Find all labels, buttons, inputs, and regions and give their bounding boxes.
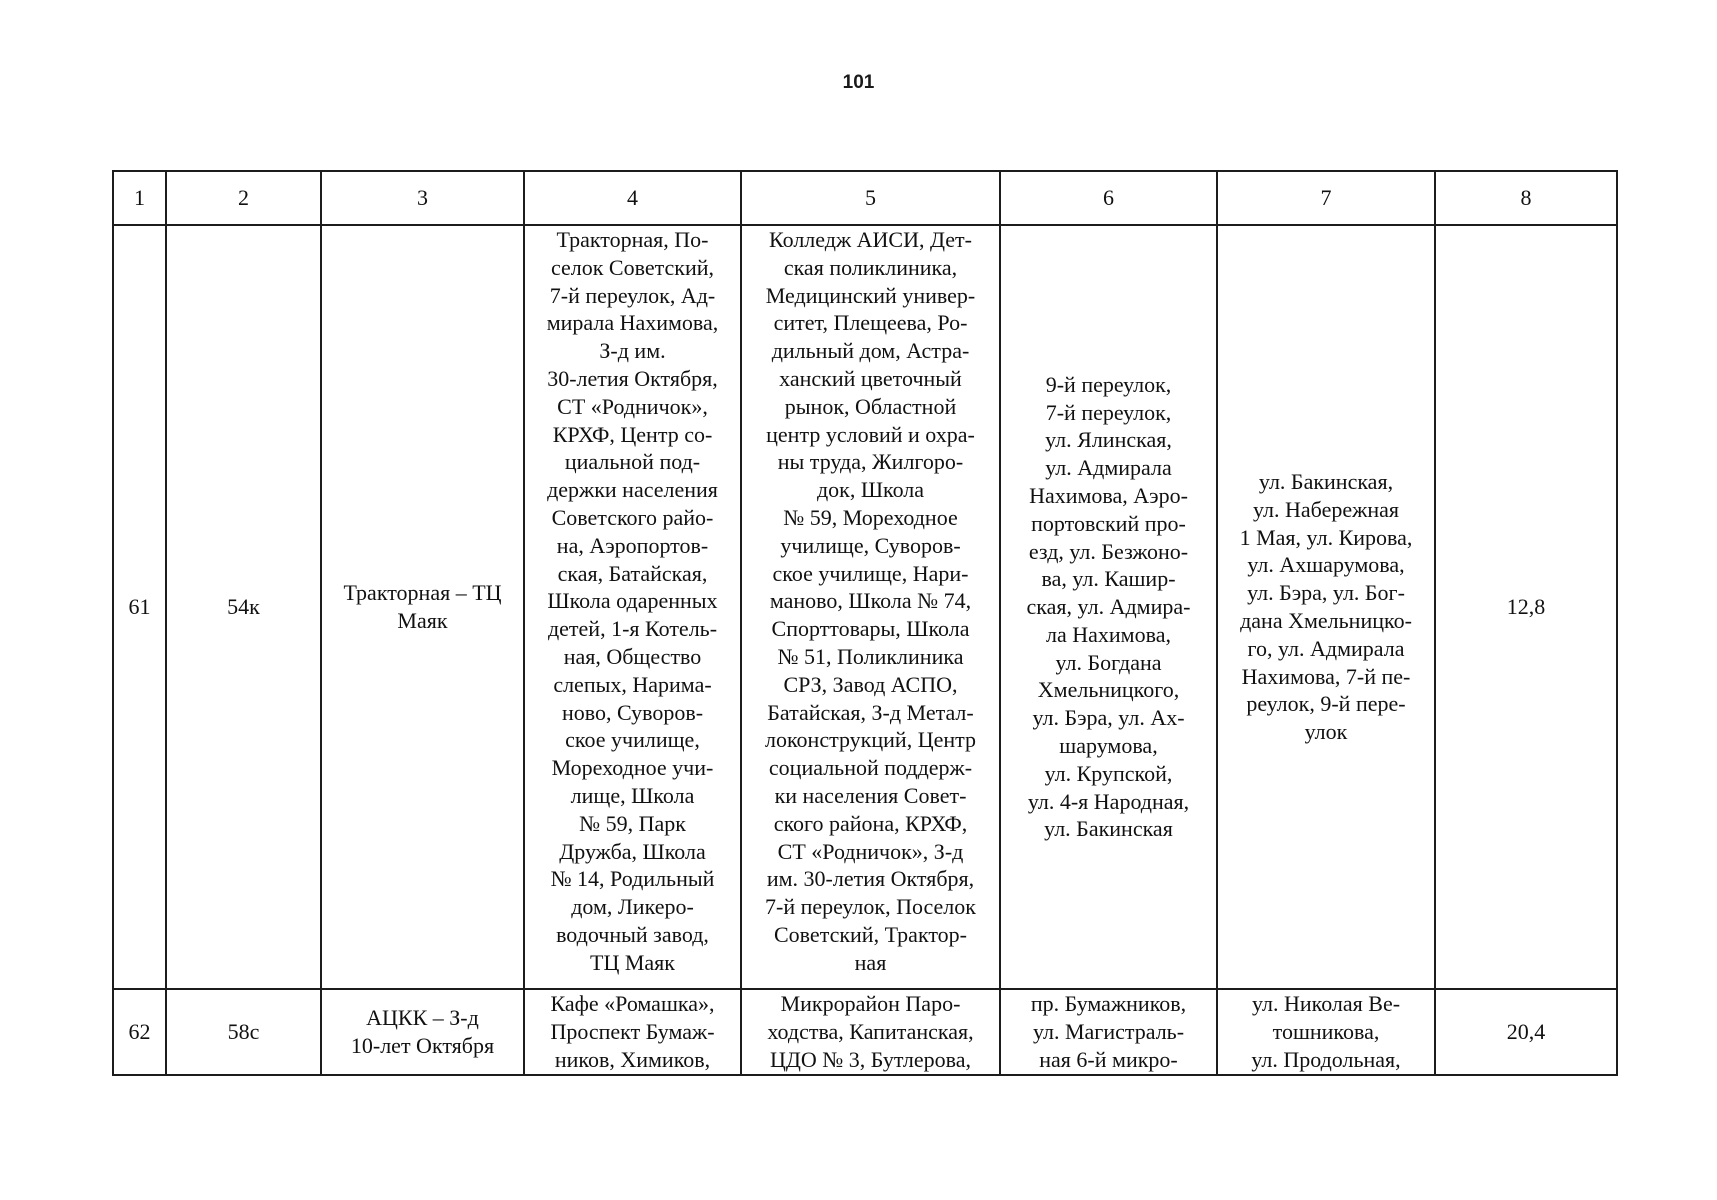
streets-backward-cell [1217, 225, 1435, 989]
cell-line: ТЦ Маяк [590, 949, 675, 975]
route-name-line: 10-лет Октября [350, 1033, 495, 1058]
cell-line: портовский про- [1031, 510, 1186, 536]
cell-line: держки населения [547, 477, 718, 503]
cell-line: 7-й переулок, [1045, 399, 1172, 425]
cell-line: № 59, Мореходное [783, 504, 958, 530]
cell-line: № 51, Поликлиника [777, 643, 964, 669]
header-cell-7: 7 [1217, 171, 1435, 225]
cell-line: езд, ул. Безжоно- [1028, 538, 1189, 564]
cell-line: КРХФ, Центр со- [552, 421, 713, 447]
cell-line: 9-й переулок, [1045, 371, 1172, 397]
cell-line: ское училище, [565, 727, 700, 753]
cell-line: реулок, 9-й пере- [1246, 691, 1406, 717]
route-name-cell [321, 989, 524, 1075]
cell-line: ЦДО № 3, Бутлерова, [769, 1046, 972, 1072]
header-row [113, 171, 1617, 225]
row-number-cell: 62 [113, 989, 166, 1075]
header-cell-4: 4 [524, 171, 741, 225]
cell-line: Нахимова, Аэро- [1029, 482, 1188, 508]
cell-line: ул. Продольная, [1251, 1046, 1401, 1072]
cell-line: мирала Нахимова, [546, 310, 719, 336]
cell-line: училище, Суворов- [780, 532, 961, 558]
route-name-cell: Тракторная – ТЦ Маяк [321, 225, 524, 989]
cell-line: ханский цветочный [779, 365, 962, 391]
cell-line: на, Аэропортов- [556, 532, 709, 558]
cell-line: 30-летия Октября, [547, 365, 718, 391]
cell-line: Медицинский универ- [765, 282, 976, 308]
cell-line: центр условий и охра- [766, 421, 975, 447]
cell-line: ная 6-й микро- [1039, 1046, 1178, 1072]
cell-line: ул. Набережная [1253, 496, 1399, 522]
cell-line: 7-й переулок, Ад- [549, 282, 716, 308]
cell-line: ская, Батайская, [557, 560, 708, 586]
stops-backward-cell [741, 225, 1000, 989]
cell-line: улок [1304, 719, 1348, 745]
stops-forward-cell [524, 225, 741, 989]
cell-line: Советского райо- [551, 504, 714, 530]
cell-line: ул. Николая Ве- [1251, 991, 1401, 1016]
cell-line: ского района, КРХФ, [773, 810, 968, 836]
cell-line: № 59, Парк [579, 810, 686, 836]
cell-line: Тракторная, По- [556, 227, 709, 252]
cell-line: ва, ул. Кашир- [1041, 566, 1176, 592]
cell-line: локонструкций, Центр [765, 727, 976, 753]
cell-line: дом, Ликеро- [571, 894, 694, 920]
streets-backward-cell [1217, 989, 1435, 1075]
cell-line: го, ул. Адмирала [1247, 635, 1405, 661]
cell-line: СТ «Родничок», З-д [777, 838, 964, 864]
cell-line: рынок, Областной [784, 393, 957, 419]
cell-line: ул. Бэра, ул. Ах- [1032, 705, 1185, 731]
header-cell-3: 3 [321, 171, 524, 225]
cell-line: циальной под- [564, 449, 701, 475]
cell-line: СРЗ, Завод АСПО, [783, 671, 958, 697]
cell-line: док, Школа [816, 477, 925, 503]
cell-line: шарумова, [1059, 733, 1158, 759]
cell-line: СТ «Родничок», [557, 393, 708, 419]
cell-line: ул. Магистраль- [1032, 1018, 1185, 1044]
cell-line: селок Советский, [550, 254, 715, 280]
cell-line: Кафе «Ромашка», [550, 991, 715, 1016]
cell-line: водочный завод, [556, 921, 709, 947]
table-row [113, 225, 1617, 989]
route-number-cell: 58с [166, 989, 321, 1075]
cell-line: ла Нахимова, [1046, 621, 1171, 647]
route-number-cell: 54к [166, 225, 321, 989]
cell-line: Дружба, Школа [559, 838, 706, 864]
cell-line: ул. Бакинская, [1258, 469, 1394, 495]
header-cell-1: 1 [113, 171, 166, 225]
cell-line: лище, Школа [570, 782, 695, 808]
cell-line: ная [854, 949, 887, 975]
cell-line: Колледж АИСИ, Дет- [769, 227, 972, 252]
cell-line: ново, Суворов- [561, 699, 704, 725]
page-number: 101 [842, 72, 875, 93]
cell-line: ситет, Плещеева, Ро- [773, 310, 968, 336]
cell-line: ул. Бэра, ул. Бог- [1247, 580, 1405, 606]
table-row [113, 989, 1617, 1075]
cell-line: Батайская, З-д Метал- [767, 699, 974, 725]
cell-line: Хмельницкого, [1037, 677, 1180, 703]
cell-line: детей, 1-я Котель- [547, 616, 718, 642]
cell-line: ул. 4-я Народная, [1027, 788, 1190, 814]
cell-line: дана Хмельницко- [1240, 608, 1412, 633]
cell-line: ул. Адмирала [1045, 455, 1172, 481]
stops-forward-cell [524, 989, 741, 1075]
cell-line: Проспект Бумаж- [550, 1018, 715, 1044]
stops-backward-cell [741, 989, 1000, 1075]
cell-line: дильный дом, Астра- [771, 338, 970, 364]
header-cell-8: 8 [1435, 171, 1617, 225]
cell-line: тошникова, [1272, 1018, 1380, 1044]
route-name-line: АЦКК – З-д [366, 1005, 479, 1031]
cell-line: Микрорайон Паро- [780, 991, 961, 1016]
header-cell-5: 5 [741, 171, 1000, 225]
cell-line: Спорттовары, Школа [771, 616, 970, 642]
cell-line: маново, Школа № 74, [769, 588, 972, 614]
cell-line: социальной поддерж- [768, 755, 973, 781]
cell-line: ны труда, Жилгоро- [777, 449, 964, 475]
cell-line: Нахимова, 7-й пе- [1241, 663, 1411, 689]
cell-line: ул. Богдана [1055, 649, 1162, 675]
cell-line: им. 30-летия Октября, [766, 866, 975, 892]
cell-line: ки населения Совет- [774, 782, 967, 808]
route-length-cell: 20,4 [1435, 989, 1617, 1075]
cell-line: ников, Химиков, [554, 1046, 711, 1072]
cell-line: ул. Ахшарумова, [1247, 552, 1405, 578]
cell-line: 7-й переулок, Поселок [765, 894, 976, 920]
cell-line: № 14, Родильный [550, 866, 715, 892]
cell-line: Школа одаренных [547, 588, 718, 614]
row-number-cell: 61 [113, 225, 166, 989]
cell-line: ская поликлиника, [783, 254, 958, 280]
cell-line: ул. Крупской, [1044, 760, 1173, 786]
route-length-cell: 12,8 [1435, 225, 1617, 989]
cell-line: З-д им. [599, 338, 666, 364]
cell-line: слепых, Нарима- [553, 671, 712, 697]
route-table [112, 170, 1618, 1076]
header-cell-6: 6 [1000, 171, 1217, 225]
cell-line: ная, Общество [563, 643, 702, 669]
cell-line: Советский, Трактор- [774, 921, 967, 947]
cell-line: ул. Ялинская, [1045, 427, 1172, 453]
cell-line: Мореходное учи- [551, 755, 714, 781]
streets-forward-cell [1000, 225, 1217, 989]
streets-forward-cell [1000, 989, 1217, 1075]
cell-line: ходства, Капитанская, [767, 1018, 974, 1044]
cell-line: пр. Бумажников, [1030, 991, 1187, 1016]
cell-line: ское училище, Нари- [772, 560, 969, 586]
header-cell-2: 2 [166, 171, 321, 225]
cell-line: 1 Мая, ул. Кирова, [1239, 524, 1413, 550]
cell-line: ул. Бакинская [1044, 816, 1173, 842]
cell-line: ская, ул. Адмира- [1026, 594, 1191, 620]
